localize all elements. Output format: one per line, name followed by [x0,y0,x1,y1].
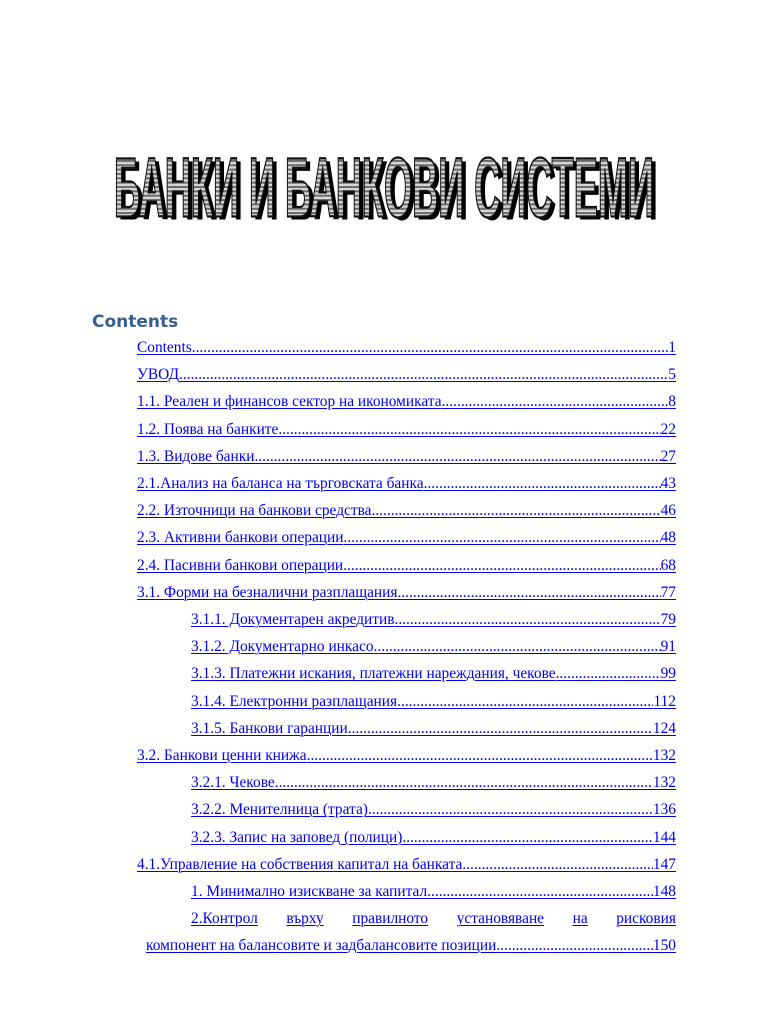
toc-entry-label: 2.4. Пасивни банкови операции [137,556,344,574]
toc-entry[interactable] [191,718,676,740]
toc-entry-page-number: 91 [660,638,676,656]
toc-entry[interactable] [137,391,676,413]
toc-entry-page-number: 148 [652,883,676,900]
toc-entry-page-number: 147 [652,855,676,873]
toc-entry-page-number: 132 [652,774,676,792]
toc-entry[interactable] [191,827,676,849]
toc-entry-label: 3.1.3. Платежни искания, платежни нареждания, чекове [191,665,556,683]
toc-entry-label: 2.3. Активни банкови операции [137,529,344,547]
toc-entry-leader [442,391,669,413]
toc-entry[interactable] [191,799,676,821]
toc-entry-word: 2.Контрол [191,910,258,928]
toc-entry-leader [496,935,653,957]
toc-entry[interactable] [191,691,676,713]
toc-entry-page-number: 46 [660,502,676,520]
toc-entry-leader [556,663,661,685]
toc-entry-page-number: 43 [660,475,676,492]
toc-entry-label: УВОД [137,366,180,384]
toc-entry[interactable] [137,854,676,876]
toc-entry-page-number: 132 [652,747,676,764]
toc-entry[interactable] [137,527,676,549]
toc-entry-leader [424,473,661,495]
toc-entry[interactable] [191,881,676,903]
toc-entry-leader [374,636,661,658]
toc-entry-leader [254,446,660,468]
toc-entry-leader [395,609,661,631]
toc-entry-leader [275,772,653,794]
toc-entry-label: 2.2. Източници на банкови средства [137,502,372,520]
title-wordart-shadow: БАНКИ И БАНКОВИ СИСТЕМИ [118,144,659,239]
toc-entry[interactable] [137,337,676,359]
toc-entry-page-number: 8 [668,393,676,411]
toc-entry-leader [348,718,653,740]
toc-entry[interactable] [191,663,676,685]
toc-entry[interactable] [137,364,676,386]
toc-entry-page-number: 68 [660,556,676,574]
toc-entry-label: 3.2. Банкови ценни книжа [137,747,307,764]
toc-entry-page-number: 150 [652,937,676,955]
toc-entry-label: 2.1.Анализ на баланса на търговската банка [137,475,424,492]
toc-entry-label: 4.1.Управление на собствения капитал на банката [137,855,463,873]
toc-entry-label: 3.1.1. Документарен акредитив [191,611,395,628]
toc-entry-word: установяване [456,910,545,928]
toc-entry-leader [402,827,653,849]
toc-entry-leader [307,745,653,767]
toc-entry-label: 1.3. Видове банки [137,447,255,465]
toc-entry-leader [344,527,661,549]
toc-entry-label: 3.2.3. Запис на заповед (полици) [191,828,403,846]
toc-entry-word: правилното [352,910,429,928]
toc-entry-page-number: 22 [660,420,676,438]
toc-entry-leader [179,364,668,386]
toc-entry-leader [278,419,660,441]
toc-entry-leader [343,555,660,577]
toc-entry[interactable] [137,419,676,441]
toc-entry-leader [431,881,653,903]
toc-entry-label: 3.1.4. Електронни разплащания [191,692,398,710]
toc-entry-word: върху [286,910,324,928]
toc-entry-page-number: 48 [660,529,676,547]
toc-entry-word: на [572,910,588,928]
toc-entry-leader [397,691,653,713]
toc-entry-page-number: 27 [660,447,676,465]
toc-entry-leader [371,500,660,522]
title-wordart-text: БАНКИ И БАНКОВИ СИСТЕМИ [114,141,655,236]
toc-entry-leader [368,799,653,821]
toc-entry-multiline-second-line[interactable] [146,935,676,957]
toc-entry-page-number: 112 [653,692,676,710]
toc-entry-label: компонент на балансовите и задбалансовите позиции [146,937,497,955]
toc-entry-page-number: 124 [652,719,676,737]
toc-entry-page-number: 144 [652,828,676,846]
toc-entry[interactable] [191,772,676,794]
toc-entry-page-number: 136 [652,801,676,819]
toc-entry[interactable] [191,609,676,631]
toc-entry-leader [192,337,669,359]
toc-entry[interactable] [137,555,676,577]
toc-entry-word: рисковия [616,910,676,928]
toc-entry[interactable] [137,500,676,522]
toc-entry-leader [462,854,653,876]
toc-entry-multiline-first-line[interactable] [191,908,676,930]
toc-entry-page-number: 79 [660,611,676,628]
toc-entry[interactable] [137,446,676,468]
toc-entry-label: 1. Минимално изискване за капитал. [191,883,432,900]
toc-entry-leader [397,582,660,604]
toc-entry[interactable] [137,473,676,495]
toc-entry[interactable] [191,636,676,658]
toc-entry-label: 1.1. Реален и финансов сектор на икономиката [137,393,442,411]
document-title-wordart [102,128,666,239]
toc-entry-label: 3.1. Форми на безналични разплащания [137,583,398,601]
toc-entry-label: 3.1.5. Банкови гаранции [191,719,348,737]
toc-entry-page-number: 99 [660,665,676,683]
toc-heading: Contents [92,312,179,332]
toc-entry[interactable] [137,582,676,604]
toc-entry-page-number: 5 [668,366,676,384]
toc-entry-page-number: 77 [660,583,676,601]
toc-entry-label: 3.2.1. Чекове [191,774,275,792]
toc-entry[interactable] [137,745,676,767]
toc-entry-label: 3.1.2. Документарно инкасо [191,638,374,656]
toc-entry-label: Contents [137,339,192,356]
toc-entry-page-number: 1 [668,339,676,356]
toc-entry-label: 3.2.2. Менителница (трата) [191,801,368,819]
toc-entry-label: 1.2. Поява на банките [137,420,279,438]
